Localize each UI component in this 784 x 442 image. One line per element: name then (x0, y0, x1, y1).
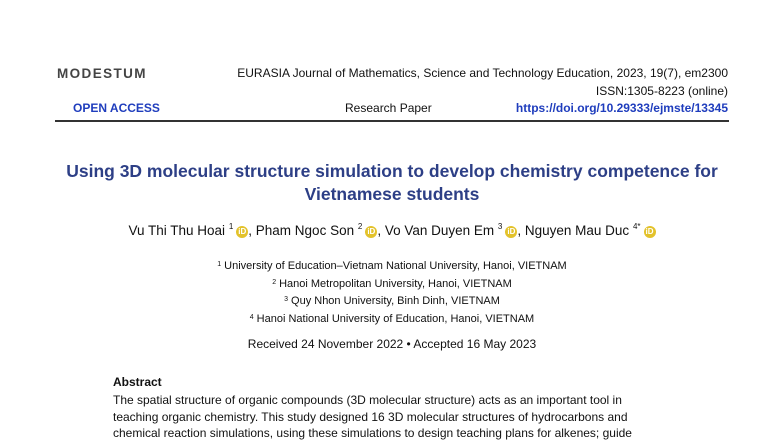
author-name: Vu Thi Thu Hoai (128, 223, 226, 238)
abstract-line: chemical reaction simulations, using these simulations to design teaching plans for alkenes; guide (113, 426, 632, 440)
abstract-body (113, 392, 673, 442)
affiliation-mark: 2 (272, 278, 277, 286)
doi-link[interactable]: https://doi.org/10.29333/ejmste/13345 (515, 101, 728, 115)
affiliation-text: Hanoi National University of Education, Hanoi, VIETNAM (256, 312, 535, 325)
paper-title: Using 3D molecular structure simulation to develop chemistry competence for Vietnamese students (66, 161, 718, 204)
author-name: Vo Van Duyen Em (384, 223, 495, 238)
paper-type-label: Research Paper (345, 101, 432, 115)
affiliation-text: Hanoi Metropolitan University, Hanoi, VIETNAM (279, 277, 512, 290)
received-accepted-dates: Received 24 November 2022 • Accepted 16 May 2023 (247, 337, 537, 351)
journal-brand-logo: MODESTUM (57, 66, 147, 81)
header-divider (55, 120, 729, 122)
orcid-icon[interactable]: iD (367, 227, 376, 236)
abstract-line: teaching organic chemistry. This study designed 16 3D molecular structures of hydrocarbons and (113, 409, 628, 424)
author-affiliation-mark: 2 (357, 222, 363, 231)
author-affiliation-mark: 3 (497, 222, 503, 231)
abstract-line: The spatial structure of organic compounds (3D molecular structure) acts as an important tool in (113, 393, 622, 407)
affiliation-mark: 4 (249, 313, 254, 321)
author-affiliation-mark: 4* (632, 222, 641, 231)
journal-citation: EURASIA Journal of Mathematics, Science and Technology Education, 2023, 19(7), em2300 (237, 66, 728, 80)
author (385, 222, 518, 238)
author-affiliation-mark: 1 (228, 222, 234, 231)
affiliation-mark: 3 (284, 296, 289, 303)
author (256, 222, 378, 238)
affiliation-text: Quy Nhon University, Binh Dinh, VIETNAM (291, 295, 500, 307)
author-name: Nguyen Mau Duc (524, 223, 630, 238)
affiliation (0, 292, 784, 310)
affiliation-text: University of Education–Vietnam National University, Hanoi, VIETNAM (224, 260, 567, 272)
open-access-label: OPEN ACCESS (73, 101, 160, 115)
affiliation-mark: 1 (217, 261, 222, 268)
author (128, 222, 248, 238)
author-name: Pham Ngoc Son (255, 223, 355, 238)
author-list: Vu Thi Thu Hoai $^1$iD , Pham Ngoc Son $^2$iD , Vo Van Duyen Em $^3$iD , Nguyen Mau Duc $^{4*}$iD (128, 222, 654, 238)
affiliation (0, 310, 784, 328)
orcid-icon[interactable]: iD (238, 227, 247, 236)
author (525, 222, 656, 238)
affiliation (0, 257, 784, 275)
affiliation (0, 275, 784, 293)
abstract-heading: Abstract (113, 375, 162, 389)
orcid-icon[interactable]: iD (507, 227, 516, 236)
affiliation-list (0, 257, 784, 327)
orcid-icon[interactable]: iD (645, 227, 654, 236)
issn: ISSN:1305-8223 (online) (595, 84, 728, 98)
